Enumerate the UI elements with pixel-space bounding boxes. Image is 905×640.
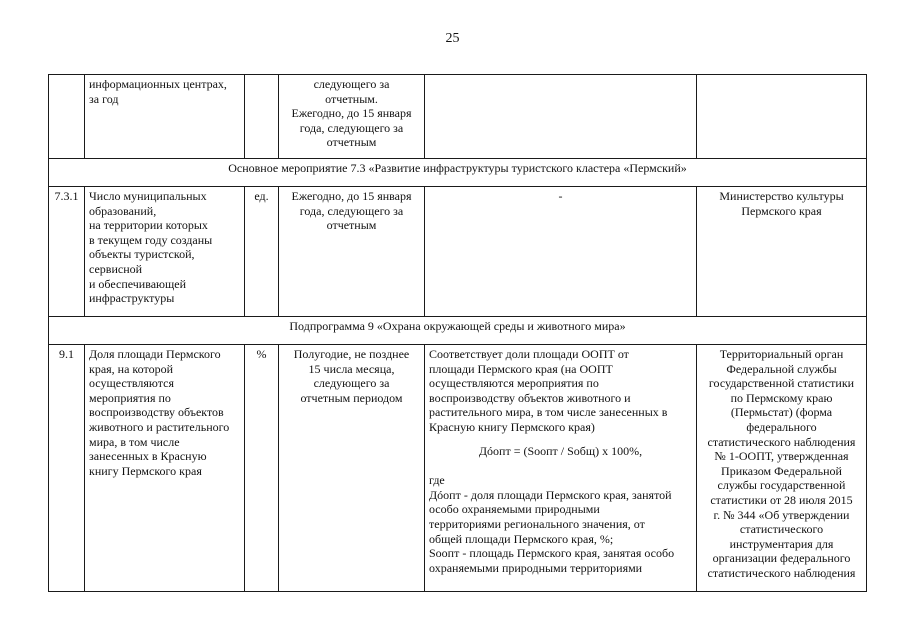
formula: Дóопт = (Sоопт / Sобщ) x 100%, (478, 443, 643, 458)
cell-method: Соответствует доли площади ООПТ от площади Пермского края (на ООПТ осуществляются мероприятия по воспроизводству объектов животного и растительного мира, в том числе занесенных в Красную книгу Пермского края) Дóопт = (Sоопт / Sобщ) x 100%, где Дóопт - доля площади Пермского края, занятой особо охраняемыми природными территориями регионального значения, от общей площади Пермского края, %; Sоопт - площадь Пермского края, занятая особо охраняемыми природными территориями (425, 345, 697, 592)
table-row-continuation (49, 75, 867, 159)
cell-indicator: Число муниципальных образований, на территории которых в текущем году созданы объекты туристской, сервисной и обеспечивающей инфраструктуры (85, 187, 245, 317)
cell-unit: % (245, 345, 279, 592)
cell-method: - (425, 187, 697, 317)
cell-unit (245, 75, 279, 159)
cell-method (425, 75, 697, 159)
section-heading: Подпрограмма 9 «Охрана окружающей среды и животного мира» (49, 317, 867, 345)
cell-indicator: Доля площади Пермского края, на которой осуществляются мероприятия по воспроизводству объектов животного и растительного мира, в том числе занесенных в Красную книгу Пермского края (85, 345, 245, 592)
section-row-7-3 (49, 159, 867, 187)
cell-source (697, 75, 867, 159)
cell-period: Ежегодно, до 15 января года, следующего за отчетным (279, 187, 425, 317)
cell-num: 9.1 (49, 345, 85, 592)
page-number: 25 (445, 31, 460, 46)
cell-num (49, 75, 85, 159)
indicators-table (48, 74, 867, 592)
section-heading: Основное мероприятие 7.3 «Развитие инфраструктуры туристского кластера «Пермский» (49, 159, 867, 187)
cell-indicator: информационных центрах, за год (85, 75, 245, 159)
table-row-9-1 (49, 345, 867, 592)
cell-source: Министерство культуры Пермского края (697, 187, 867, 317)
section-row-9 (49, 317, 867, 345)
cell-period: следующего за отчетным. Ежегодно, до 15 января года, следующего за отчетным (279, 75, 425, 159)
cell-period: Полугодие, не позднее 15 числа месяца, следующего за отчетным периодом (279, 345, 425, 592)
cell-num: 7.3.1 (49, 187, 85, 317)
cell-unit: ед. (245, 187, 279, 317)
cell-source: Территориальный орган Федеральной службы государственной статистики по Пермскому краю (Пермьстат) (форма федерального статистического наблюдения № 1-ООПТ, утвержденная Приказом Федеральной службы государственной статистики от 28 июля 2015 г. № 344 «Об утверждении статистического инструментария для организации федерального статистического наблюдения (697, 345, 867, 592)
table-row-7-3-1 (49, 187, 867, 317)
